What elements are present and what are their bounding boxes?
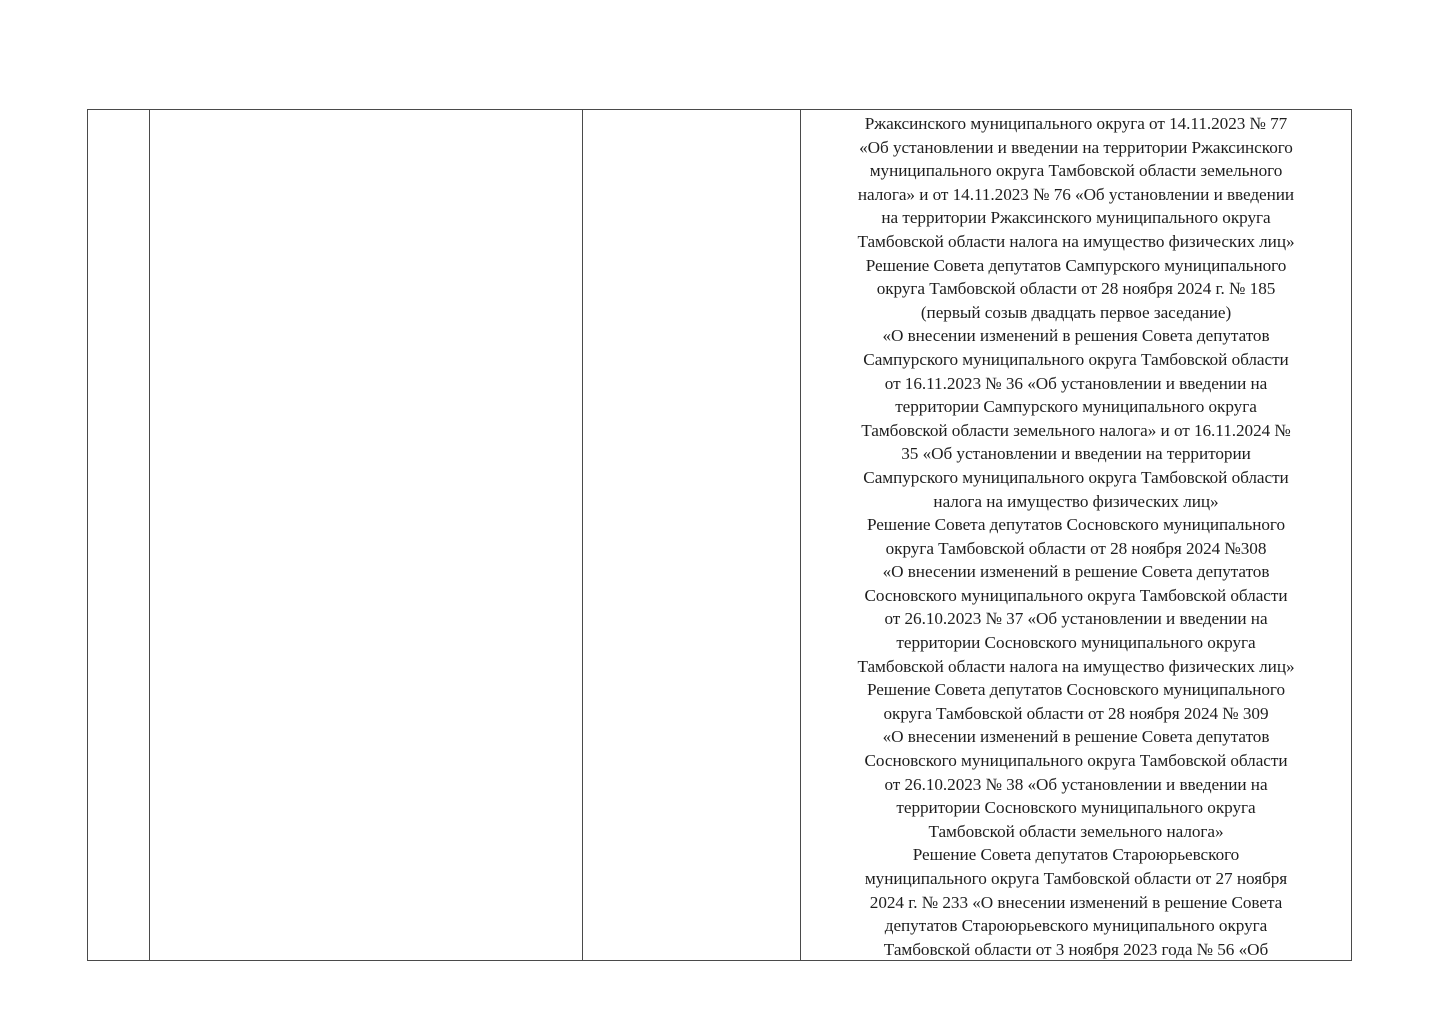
table-column-legal-acts bbox=[801, 110, 1351, 960]
text-line: округа Тамбовской области от 28 ноября 2024 г. № 185 bbox=[876, 279, 1276, 299]
text-line: Тамбовской области земельного налога» и от 16.11.2024 № bbox=[861, 420, 1291, 440]
text-line: Сампурского муниципального округа Тамбовской области bbox=[863, 467, 1289, 487]
text-line: Решение Совета депутатов Староюрьевского bbox=[912, 845, 1240, 865]
text-line: территории Сампурского муниципального округа bbox=[895, 397, 1257, 417]
table-column-number bbox=[88, 110, 150, 960]
text-line: «Об установлении и введении на территории Ржаксинского bbox=[859, 137, 1293, 157]
text-line: Тамбовской области земельного налога» bbox=[928, 821, 1224, 841]
text-line: территории Сосновского муниципального округа bbox=[896, 798, 1256, 818]
text-line: Тамбовской области налога на имущество физических лиц» bbox=[857, 656, 1295, 676]
table-column-details bbox=[583, 110, 801, 960]
text-line: Ржаксинского муниципального округа от 14.11.2023 № 77 bbox=[864, 114, 1288, 133]
text-line: Тамбовской области налога на имущество физических лиц» bbox=[857, 231, 1295, 251]
text-line: территории Сосновского муниципального округа bbox=[896, 633, 1256, 653]
text-line: муниципального округа Тамбовской области земельного bbox=[869, 161, 1283, 181]
text-line: округа Тамбовской области от 28 ноября 2024 № 309 bbox=[883, 703, 1269, 723]
text-line: (первый созыв двадцать первое заседание) bbox=[920, 302, 1232, 322]
text-line: налога» и от 14.11.2023 № 76 «Об установлении и введении bbox=[857, 184, 1295, 204]
text-line: муниципального округа Тамбовской области от 27 ноября bbox=[864, 869, 1288, 888]
text-line: Сосновского муниципального округа Тамбовской области bbox=[864, 751, 1288, 771]
text-line: Решение Совета депутатов Сосновского муниципального bbox=[866, 515, 1286, 535]
text-line: «О внесении изменений в решение Совета депутатов bbox=[882, 727, 1270, 747]
text-line: депутатов Староюрьевского муниципального округа bbox=[884, 916, 1268, 936]
text-line: от 26.10.2023 № 37 «Об установлении и введении на bbox=[884, 609, 1268, 629]
text-line: Решение Совета депутатов Сампурского муниципального bbox=[865, 255, 1287, 275]
document-table bbox=[87, 109, 1352, 961]
table-column-name bbox=[150, 110, 583, 960]
text-line: Сосновского муниципального округа Тамбовской области bbox=[864, 585, 1288, 605]
text-line: 2024 г. № 233 «О внесении изменений в решение Совета bbox=[869, 892, 1283, 912]
text-line: 35 «Об установлении и введении на территории bbox=[901, 444, 1251, 464]
text-line: «О внесении изменений в решение Совета депутатов bbox=[882, 562, 1270, 582]
text-line: налога на имущество физических лиц» bbox=[933, 491, 1219, 511]
text-line: на территории Ржаксинского муниципального округа bbox=[881, 208, 1271, 228]
text-line: от 26.10.2023 № 38 «Об установлении и введении на bbox=[884, 774, 1268, 794]
text-line: Решение Совета депутатов Сосновского муниципального bbox=[866, 680, 1286, 700]
text-line: округа Тамбовской области от 28 ноября 2024 №308 bbox=[885, 538, 1267, 558]
text-line: Тамбовской области от 3 ноября 2023 года № 56 «Об bbox=[883, 939, 1269, 959]
text-line: Сампурского муниципального округа Тамбовской области bbox=[863, 349, 1289, 369]
text-line: от 16.11.2023 № 36 «Об установлении и введении на bbox=[884, 373, 1268, 393]
text-line: «О внесении изменений в решения Совета депутатов bbox=[882, 326, 1270, 346]
